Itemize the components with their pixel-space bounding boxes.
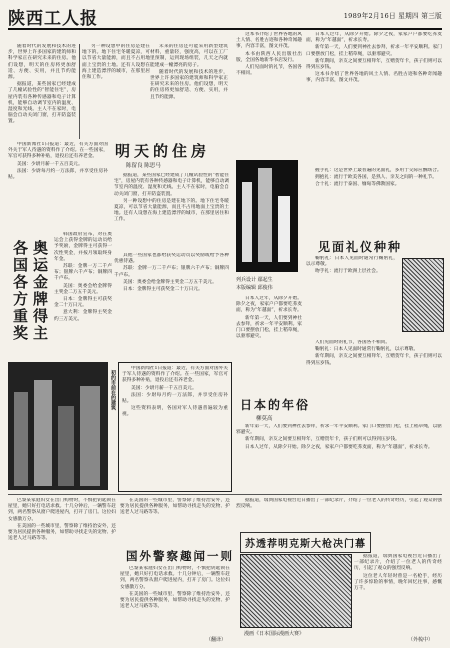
japan-body-top: 日本人过年，从除夕开始。除夕之夜，家家户户都要吃荞麦面，称为“年越面”，祈求长寿。 新年第一天，人们要到神社去参拜，祈求一年平安顺利。家门口要摆放门松，挂上稻草绳，以驱邪避灾。 xyxy=(236,296,302,340)
section-divider xyxy=(8,494,442,495)
awards-body-2: 其他一些国家也都给获奖运动员以奖励或给予各种优惠待遇。 苏联：金牌一万二千卢布；银牌六千卢布；铜牌四千卢布。 美国：奥委会给金牌得主奖金二万五千美元。 日本：金牌得主可获奖金二十万日元。 xyxy=(114,253,229,293)
etiquette-body-top: 握手礼：这是世界上最普遍的见面礼，多用于交际应酬场合。 拥抱礼：流行于欧美各国，是熟人、亲友之间的一种礼节。 合十礼：流行于泰国、缅甸等佛教国家。 xyxy=(315,168,442,188)
column-divider xyxy=(79,44,80,139)
housing-byline: 陈留良 陈思马 xyxy=(126,163,161,169)
figure-shape xyxy=(278,196,290,262)
right-col-mid: 人们见面时的礼节，各国各不相同。 鞠躬礼：日本人见面时通常行鞠躬礼，以示尊敬。 新年期间，亲友之间要互相拜年，互赠贺年卡，孩子们则可以得到压岁钱。 xyxy=(306,340,442,366)
illustration-editor: 本版编辑 邱俊伟 xyxy=(236,285,273,291)
sweden-body: 据报道，瑞典国家电视台近日播出了一部纪录片，介绍了一位老人的传奇经历，引起了观众的强烈反响。 这位老人年轻时曾是一名枪手，经历了许多惊险的事情，晚年回忆往事，感慨万千。 xyxy=(354,554,442,592)
sweden-author: （外梳中） xyxy=(408,637,434,643)
etiquette-headline: 见面礼仪种种 xyxy=(318,240,403,254)
photo-caption: 初约市前在的建筑 xyxy=(110,370,116,410)
police-headline: 国外警察趣闻一则 xyxy=(126,549,234,563)
housing-col-3: 未来的住房还可能采用新型建筑材料，重量轻，强度高，可以在工厂里预制，运到现场组装，几天之内就能建成一幢漂亮的房子。 随着时代的发展和技术的进步，世界上许多国家的建筑师和科学家正在研究未来的住房。他们设想，明天的住房将更加舒适、方便、实用，并且节约能源。 xyxy=(150,44,228,100)
date-line: 1989年2月16日 星期四 第三版 xyxy=(343,12,442,20)
police-body: 巴黎某家庭妇女在出门购物时，不慎把钥匙锁在屋里，她只好打电话求救。十几分钟后，一辆警车赶到，两名警察从窗户爬进屋内，打开了房门。这位妇女感激万分。 在美国的一些城市里，警察除了维持治安外，还要为居民提供各种服务，如帮助寻找走失的宠物、护送老人过马路等等。 xyxy=(120,566,230,610)
police-author: （翻译） xyxy=(206,637,227,643)
building-shape xyxy=(14,392,28,486)
housing-headline: 明天的住房 xyxy=(115,142,211,160)
sweden-headline: 苏透荐明克斯大枪决门幕 xyxy=(240,532,371,553)
building-shape xyxy=(34,380,52,486)
mideast-article-box xyxy=(118,362,232,492)
city-photo xyxy=(8,362,108,490)
building-shape xyxy=(58,406,74,486)
illustration-panel xyxy=(236,160,298,272)
newspaper-title: 陕西工人报 xyxy=(8,9,98,29)
illustration-caption: 列兵设计 鄢起生 xyxy=(236,277,273,283)
japan-body: 新年第一天，人们要到神社去参拜，祈求一年平安顺利。家门口要摆放门松，挂上稻草绳，以驱邪避灾。 新年期间，亲友之间要互相拜年，互赠贺年卡，孩子们则可以得到压岁钱。 日本人过年，从除夕开始。除夕之夜，家家户户都要吃荞麦面，称为“年越面”，祈求长寿。 xyxy=(236,424,442,450)
mideast-body: 中国新闻社1日报道：最近，有关方面对国外关于军人待遇的资料作了介绍。在一些国家，军官可获得多种补贴，退役后还有养老金。 美国：少尉月薪一千五百美元。 法国：少尉每月约一万法郎，并享受住房补贴。 这些资料表明，各国对军人待遇普遍较为重视。 xyxy=(122,366,228,418)
etiquette-body-bottom: 鞠躬礼：日本人见面时通常行鞠躬礼，以示尊敬。 吻手礼：流行于欧洲上层社会。 xyxy=(306,256,398,275)
building-shape xyxy=(80,386,100,486)
awards-title-right: 奥运金牌得主 xyxy=(31,240,49,342)
housing-col-1: 随着时代的发展和技术的进步，世界上许多国家的建筑师和科学家正在研究未来的住房。他们设想，明天的住房将更加舒适、方便、实用，并且节约能源。 据报道，某些国家已经建成了几幢试验性的“智能住宅”，房屋内装有各种传感器和电子计算机，能够自动调节室内的温度、湿度和光线。主人不在家时，电脑会自动关闭门窗，打开防盗装置。 xyxy=(8,44,76,125)
figure-shape xyxy=(258,168,272,262)
housing-col-2: 另一种设想中的住房是建在地下的。地下住宅冬暖夏凉，可以节省大量能源，而且不占用地面上宝贵的土地。还有人设想在海上建造漂浮的城市，在那里居住和工作。 xyxy=(82,44,150,81)
right-col-top: 日本人过年，从除夕开始。除夕之夜，家家户户都要吃荞麦面，称为“年越面”，祈求长寿。 新年第一天，人们要到神社去参拜，祈求一年平安顺利。家门口要摆放门松，挂上稻草绳，以驱邪避灾。 新年期间，亲友之间要互相拜年，互赠贺年卡，孩子们则可以得到压岁钱。 这本书介绍了世界各地的风土人情、名胜古迹和各种奇闻趣事，内容丰富，图文并茂。 xyxy=(306,32,442,84)
awards-title-left: 各国各方重奖 xyxy=(11,240,29,342)
center-col-top: 这本书介绍了世界各地的风土人情、名胜古迹和各种奇闻趣事，内容丰富，图文并茂。 本书由陕西人民出版社出版，全国各地新华书店发行。 人们见面时的礼节，各国各不相同。 xyxy=(236,32,302,77)
figure-shape xyxy=(242,182,252,262)
housing-col-4: 据报道，某些国家已经建成了几幢试验性的“智能住宅”，房屋内装有各种传感器和电子计算机，能够自动调节室内的温度、湿度和光线。主人不在家时，电脑会自动关闭门窗，打开防盗装置。 另一种设想中的住房是建在地下的。地下住宅冬暖夏凉，可以节省大量能源，而且不占用地面上宝贵的土地。还有人设想在海上建造漂浮的城市，在那里居住和工作。 xyxy=(114,173,229,223)
police-left-col: 巴黎某家庭妇女在出门购物时，不慎把钥匙锁在屋里，她只好打电话求救。十几分钟后，一辆警车赶到，两名警察从窗户爬进屋内，打开了房门。这位妇女感激万分。 在美国的一些城市里，警察除了维持治安外，还要为居民提供各种服务，如帮助寻找走失的宠物、护送老人过马路等等。 xyxy=(8,498,116,542)
awards-body: 韩国政府宣布，对在奥运会上获得金牌的运动员给予奖励，金牌得主可获得一次性奖金，并按月领取终身年金。 苏联：金牌一万二千卢布；银牌六千卢布；铜牌四千卢布。 美国：奥委会给金牌得主奖金二万五千美元。 日本：金牌得主可获奖金二十万日元。 意大利：金牌得主奖金约三万美元。 xyxy=(54,232,112,322)
japan-byline: 柳莫高 xyxy=(256,416,273,422)
police-top-col: 在美国的一些城市里，警察除了维持治安外，还要为居民提供各种服务，如帮助寻找走失的宠物、护送老人过马路等等。 xyxy=(120,498,230,516)
cartoon-caption: 漫画《日本国际漫画大赛》 xyxy=(244,631,305,637)
cartoon-image xyxy=(240,554,352,628)
masthead xyxy=(8,4,442,30)
japan-headline: 日本的年俗 xyxy=(240,398,311,412)
left-col-text: 中国新闻社1日报道：最近，有关方面对国外关于军人待遇的资料作了介绍。在一些国家，军官可获得多种补贴，退役后还有养老金。 美国：少尉月薪一千五百美元。 法国：少尉每月约一万法郎，并享受住房补贴。 xyxy=(8,142,108,181)
etiquette-cartoon xyxy=(402,258,444,332)
sweden-intro: 据报道，瑞典国家电视台近日播出了一部纪录片，介绍了一位老人的传奇经历，引起了观众的强烈反响。 xyxy=(236,498,442,510)
